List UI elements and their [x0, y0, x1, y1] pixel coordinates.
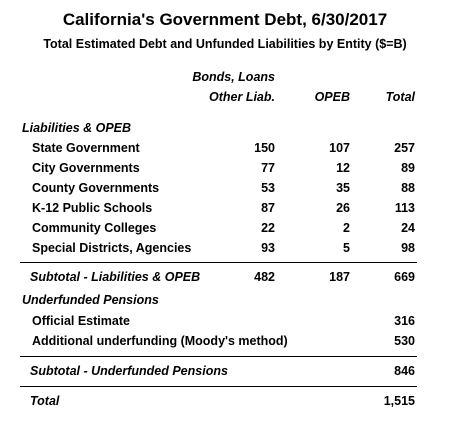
cell-total: 530: [394, 334, 415, 348]
cell-opeb: 187: [329, 270, 350, 284]
row-label: Subtotal - Liabilities & OPEB: [30, 270, 201, 284]
cell-total: 669: [394, 270, 415, 284]
cell-bonds: 87: [261, 201, 275, 215]
subtotal-row: [0, 270, 450, 290]
section-heading-liabilities: Liabilities & OPEB: [22, 121, 132, 135]
column-header-bonds-line1: Bonds, Loans: [192, 70, 275, 84]
cell-total: 846: [394, 364, 415, 378]
cell-total: 88: [401, 181, 415, 195]
table-row: [0, 241, 450, 261]
cell-total: 24: [401, 221, 415, 235]
table-row: [0, 221, 450, 241]
row-label: Subtotal - Underfunded Pensions: [30, 364, 228, 378]
row-label: K-12 Public Schools: [32, 201, 153, 215]
row-label: Total: [30, 394, 60, 408]
row-label: Community Colleges: [32, 221, 157, 235]
cell-opeb: 5: [343, 241, 350, 255]
table-row: [0, 201, 450, 221]
cell-total: 1,515: [383, 394, 415, 408]
grand-total-row: [0, 394, 450, 414]
cell-bonds: 150: [254, 141, 275, 155]
row-label: Additional underfunding (Moody's method): [32, 334, 288, 348]
table-row: [0, 314, 450, 334]
cell-opeb: 26: [336, 201, 350, 215]
divider: [20, 262, 417, 263]
divider: [20, 356, 417, 357]
subtotal-row: [0, 364, 450, 384]
section-heading-pensions: Underfunded Pensions: [22, 293, 159, 307]
row-label: State Government: [32, 141, 140, 155]
cell-bonds: 53: [261, 181, 275, 195]
cell-opeb: 12: [336, 161, 350, 175]
table-title: California's Government Debt, 6/30/2017: [62, 10, 388, 29]
cell-opeb: 35: [336, 181, 350, 195]
cell-bonds: 482: [254, 270, 275, 284]
cell-total: 257: [394, 141, 415, 155]
table-row: [0, 141, 450, 161]
cell-total: 316: [394, 314, 415, 328]
table-row: [0, 334, 450, 354]
column-header-opeb: OPEB: [314, 90, 350, 104]
table-row: [0, 181, 450, 201]
row-label: County Governments: [32, 181, 160, 195]
cell-opeb: 107: [329, 141, 350, 155]
column-header-bonds-line2: Other Liab.: [209, 90, 275, 104]
cell-bonds: 77: [261, 161, 275, 175]
cell-bonds: 93: [261, 241, 275, 255]
row-label: Official Estimate: [32, 314, 130, 328]
table-row: [0, 161, 450, 181]
table-subtitle: Total Estimated Debt and Unfunded Liabilities by Entity ($=B): [43, 37, 407, 51]
cell-total: 89: [401, 161, 415, 175]
column-header-total: Total: [385, 90, 415, 104]
row-label: Special Districts, Agencies: [32, 241, 192, 255]
divider: [20, 386, 417, 387]
cell-bonds: 22: [261, 221, 275, 235]
cell-opeb: 2: [343, 221, 350, 235]
cell-total: 113: [394, 201, 415, 215]
cell-total: 98: [401, 241, 415, 255]
row-label: City Governments: [32, 161, 140, 175]
